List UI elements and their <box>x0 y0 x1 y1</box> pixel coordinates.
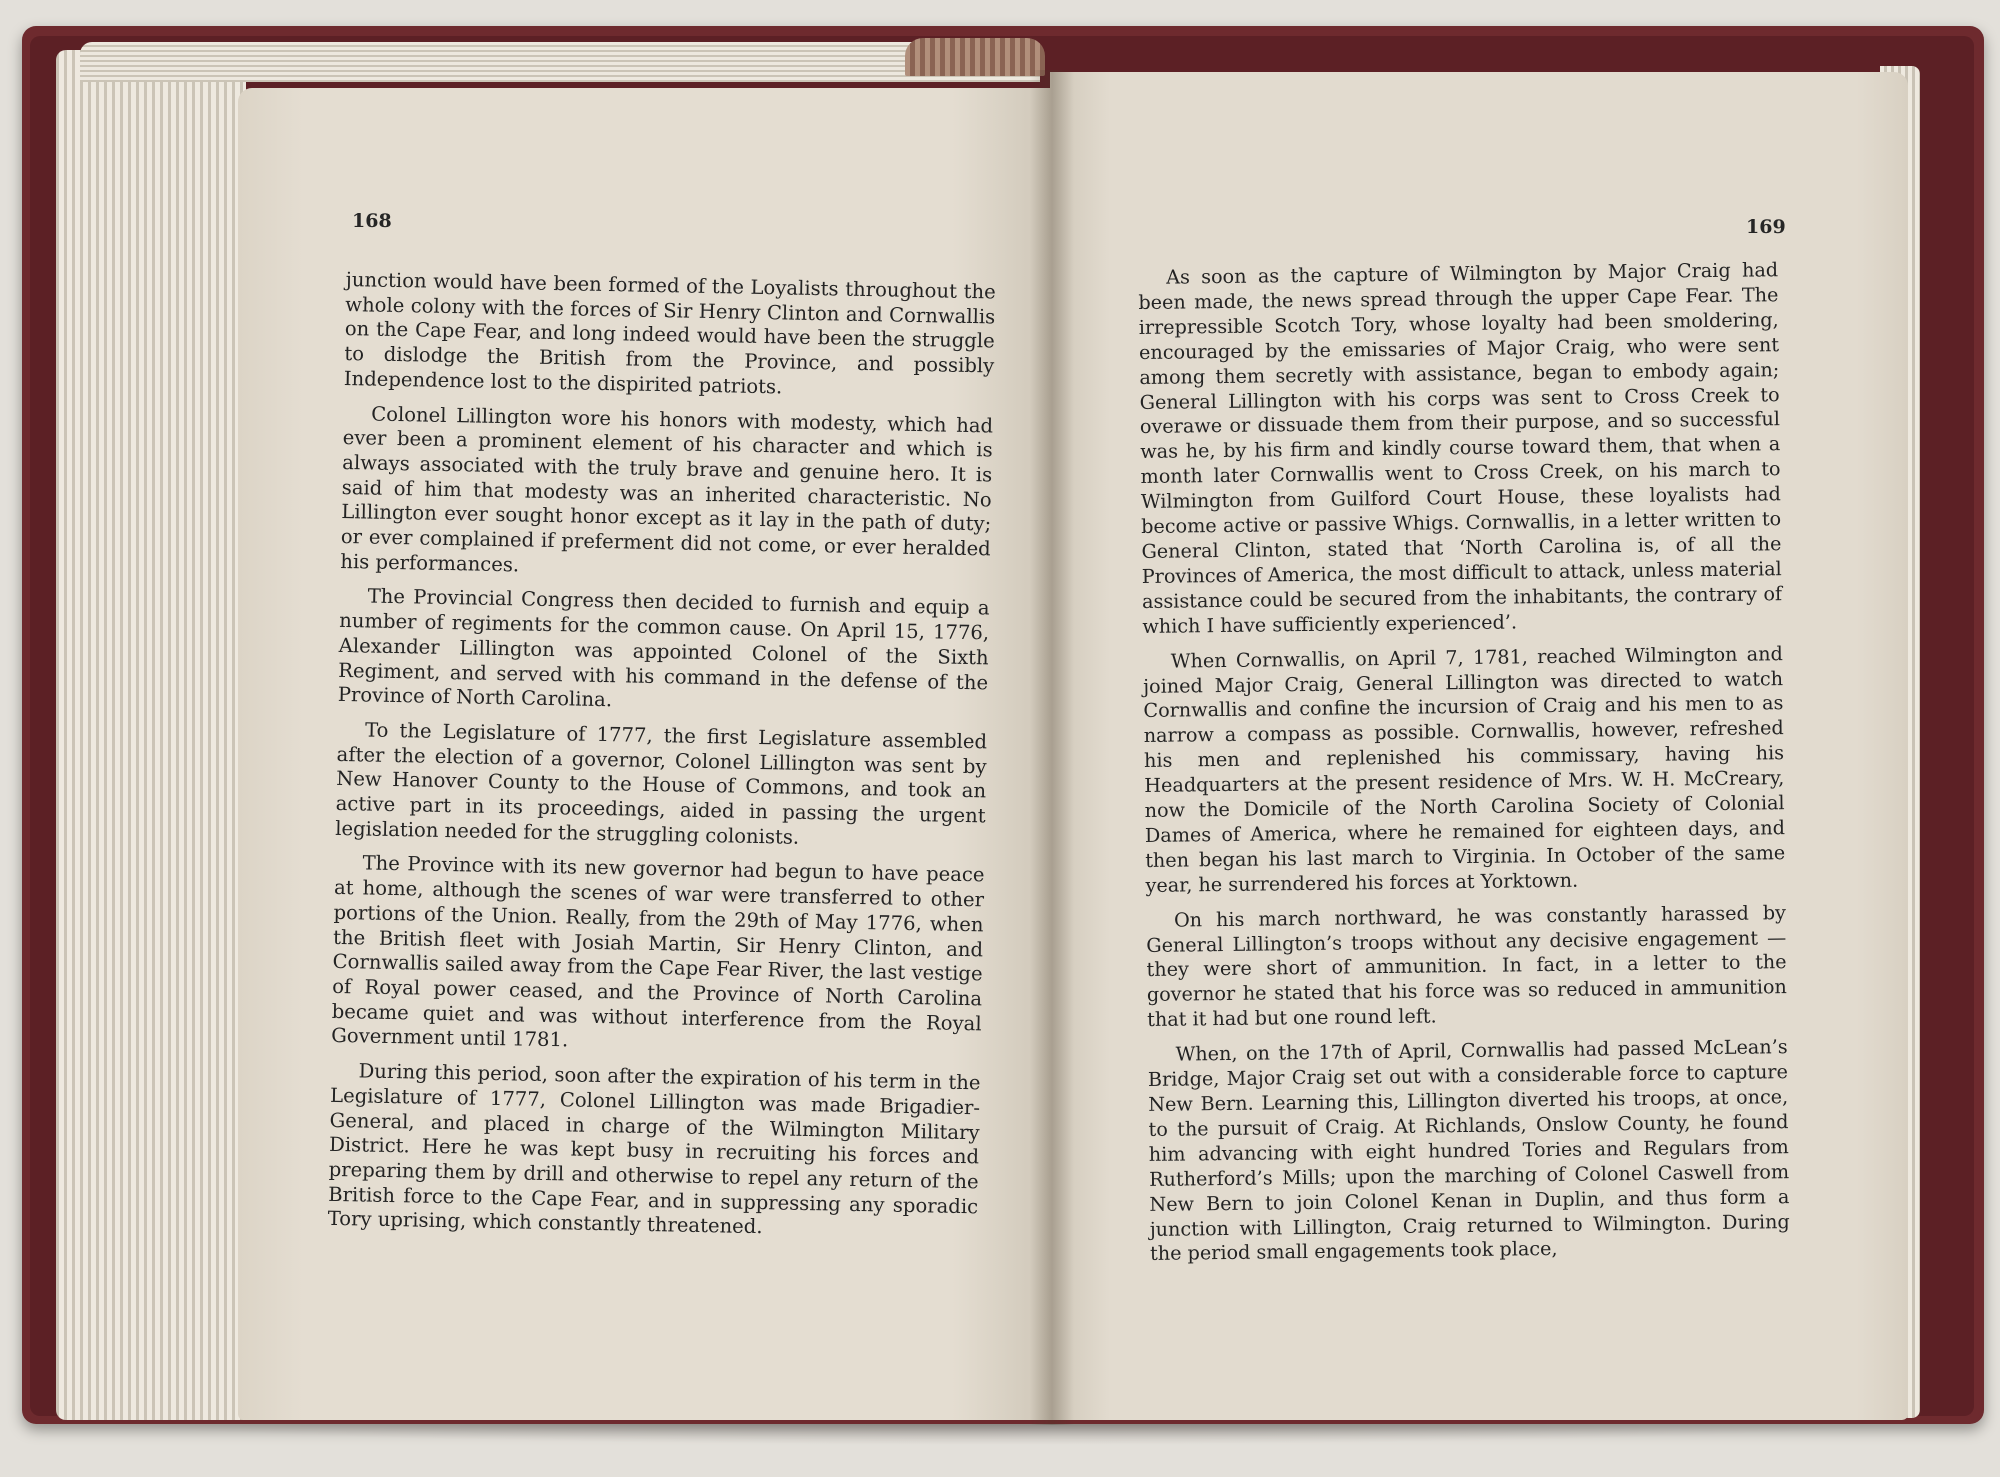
book-gutter <box>1030 70 1074 1425</box>
paragraph: To the Legislature of 1777, the first Legislature assembled after the election of a governor, Colonel Lillington was sent by New Hanover County to the House of Commons, and took an active part in its proceedings, aided in passing the urgent legislation needed for the struggling colonists. <box>335 718 988 849</box>
left-page-edges <box>56 50 246 1420</box>
paragraph: During this period, soon after the expiration of his term in the Legislature of 1777, Colonel Lillington was made Brigadier-General, and placed in charge of the Wilmington Military District. Here he was kept busy in recruiting his forces and preparing them by drill and otherwise to repel any return of the British force to the Cape Fear, and in suppressing any sporadic Tory uprising, which constantly threatened. <box>327 1059 981 1239</box>
book-headband <box>905 38 1045 76</box>
right-page-text <box>1138 258 1790 1277</box>
right-page-number: 169 <box>1746 216 1786 238</box>
paragraph: On his march northward, he was constantly harassed by General Lillington’s troops without any decisive engagement —they were short of ammunition. In fact, in a letter to the governor he stated that his force was so reduced in ammunition that it had but one round left. <box>1146 900 1787 1032</box>
paragraph: As soon as the capture of Wilmington by Major Craig had been made, the news spread through the upper Cape Fear. The irrepressible Scotch Tory, whose loyalty had been smoldering, encouraged by the emissaries of Major Craig, who were sent among them secretly with assistance, began to embody again; General Lillington with his corps was sent to Cross Creek to overawe or dissuade them from their purpose, and so successful was he, by his firm and kindly course toward them, that when a month later Cornwallis went to Cross Creek, on his march to Wilmington from Guilford Court House, these loyalists had become active or passive Whigs. Cornwallis, in a letter written to General Clinton, stated that ‘North Carolina is, of all the Provinces of America, the most difficult to attack, unless material assistance could be secured from the inhabitants, the contrary of which I have sufficiently experienced’. <box>1138 258 1783 638</box>
paragraph: junction would have been formed of the Loyalists throughout the whole colony with the forces of Sir Henry Clinton and Cornwallis on the Cape Fear, and long indeed would have been the struggle to dislodge the British from the Province, and possibly Independence lost to the dispirited patriots. <box>343 268 996 399</box>
left-page-number: 168 <box>352 210 392 232</box>
paragraph: When, on the 17th of April, Cornwallis had passed McLean’s Bridge, Major Craig set out with a considerable force to capture New Bern. Learning this, Lillington diverted his troops, at once, to the pursuit of Craig. At Richlands, Onslow County, he found him advancing with eight hundred Tories and Regulars from Rutherford’s Mills; upon the marching of Colonel Caswell from New Bern to join Colonel Kenan in Duplin, and thus form a junction with Lillington, Craig returned to Wilmington. During the period small engagements took place, <box>1147 1035 1790 1266</box>
paragraph: The Province with its new governor had begun to have peace at home, although the scenes of war were transferred to other portions of the Union. Really, from the 29th of May 1776, when the British fleet with Josiah Martin, Sir Henry Clinton, and Cornwallis sailed away from the Cape Fear River, the last vestige of Royal power ceased, and the Province of North Carolina became quiet and was without interference from the Royal Government until 1781. <box>331 851 985 1052</box>
paragraph: The Provincial Congress then decided to furnish and equip a number of regiments for the common cause. On April 15, 1776, Alexander Lillington was appointed Colonel of the Sixth Regiment, and served with his command in the defense of the Province of North Carolina. <box>337 584 990 712</box>
paragraph: When Cornwallis, on April 7, 1781, reached Wilmington and joined Major Craig, General Lillington was directed to watch Cornwallis and confine the incursion of Craig and his men to as narrow a compass as possible. Cornwallis, however, refreshed his men and replenished his commissary, having his Headquarters at the present residence of Mrs. W. H. McCreary, now the Domicile of the North Carolina Society of Colonial Dames of America, where he remained for eighteen days, and then began his last march to Virginia. In October of the same year, he surrendered his forces at Yorktown. <box>1142 641 1786 897</box>
top-page-edges <box>80 42 1040 82</box>
paragraph: Colonel Lillington wore his honors with modesty, which had ever been a prominent element of his character and which is always associated with the truly brave and genuine hero. It is said of him that modesty was an inherited characteristic. No Lillington ever sought honor except as it lay in the path of duty; or ever complained if preferment did not come, or ever heralded his performances. <box>340 402 994 577</box>
left-page-text <box>327 268 996 1254</box>
